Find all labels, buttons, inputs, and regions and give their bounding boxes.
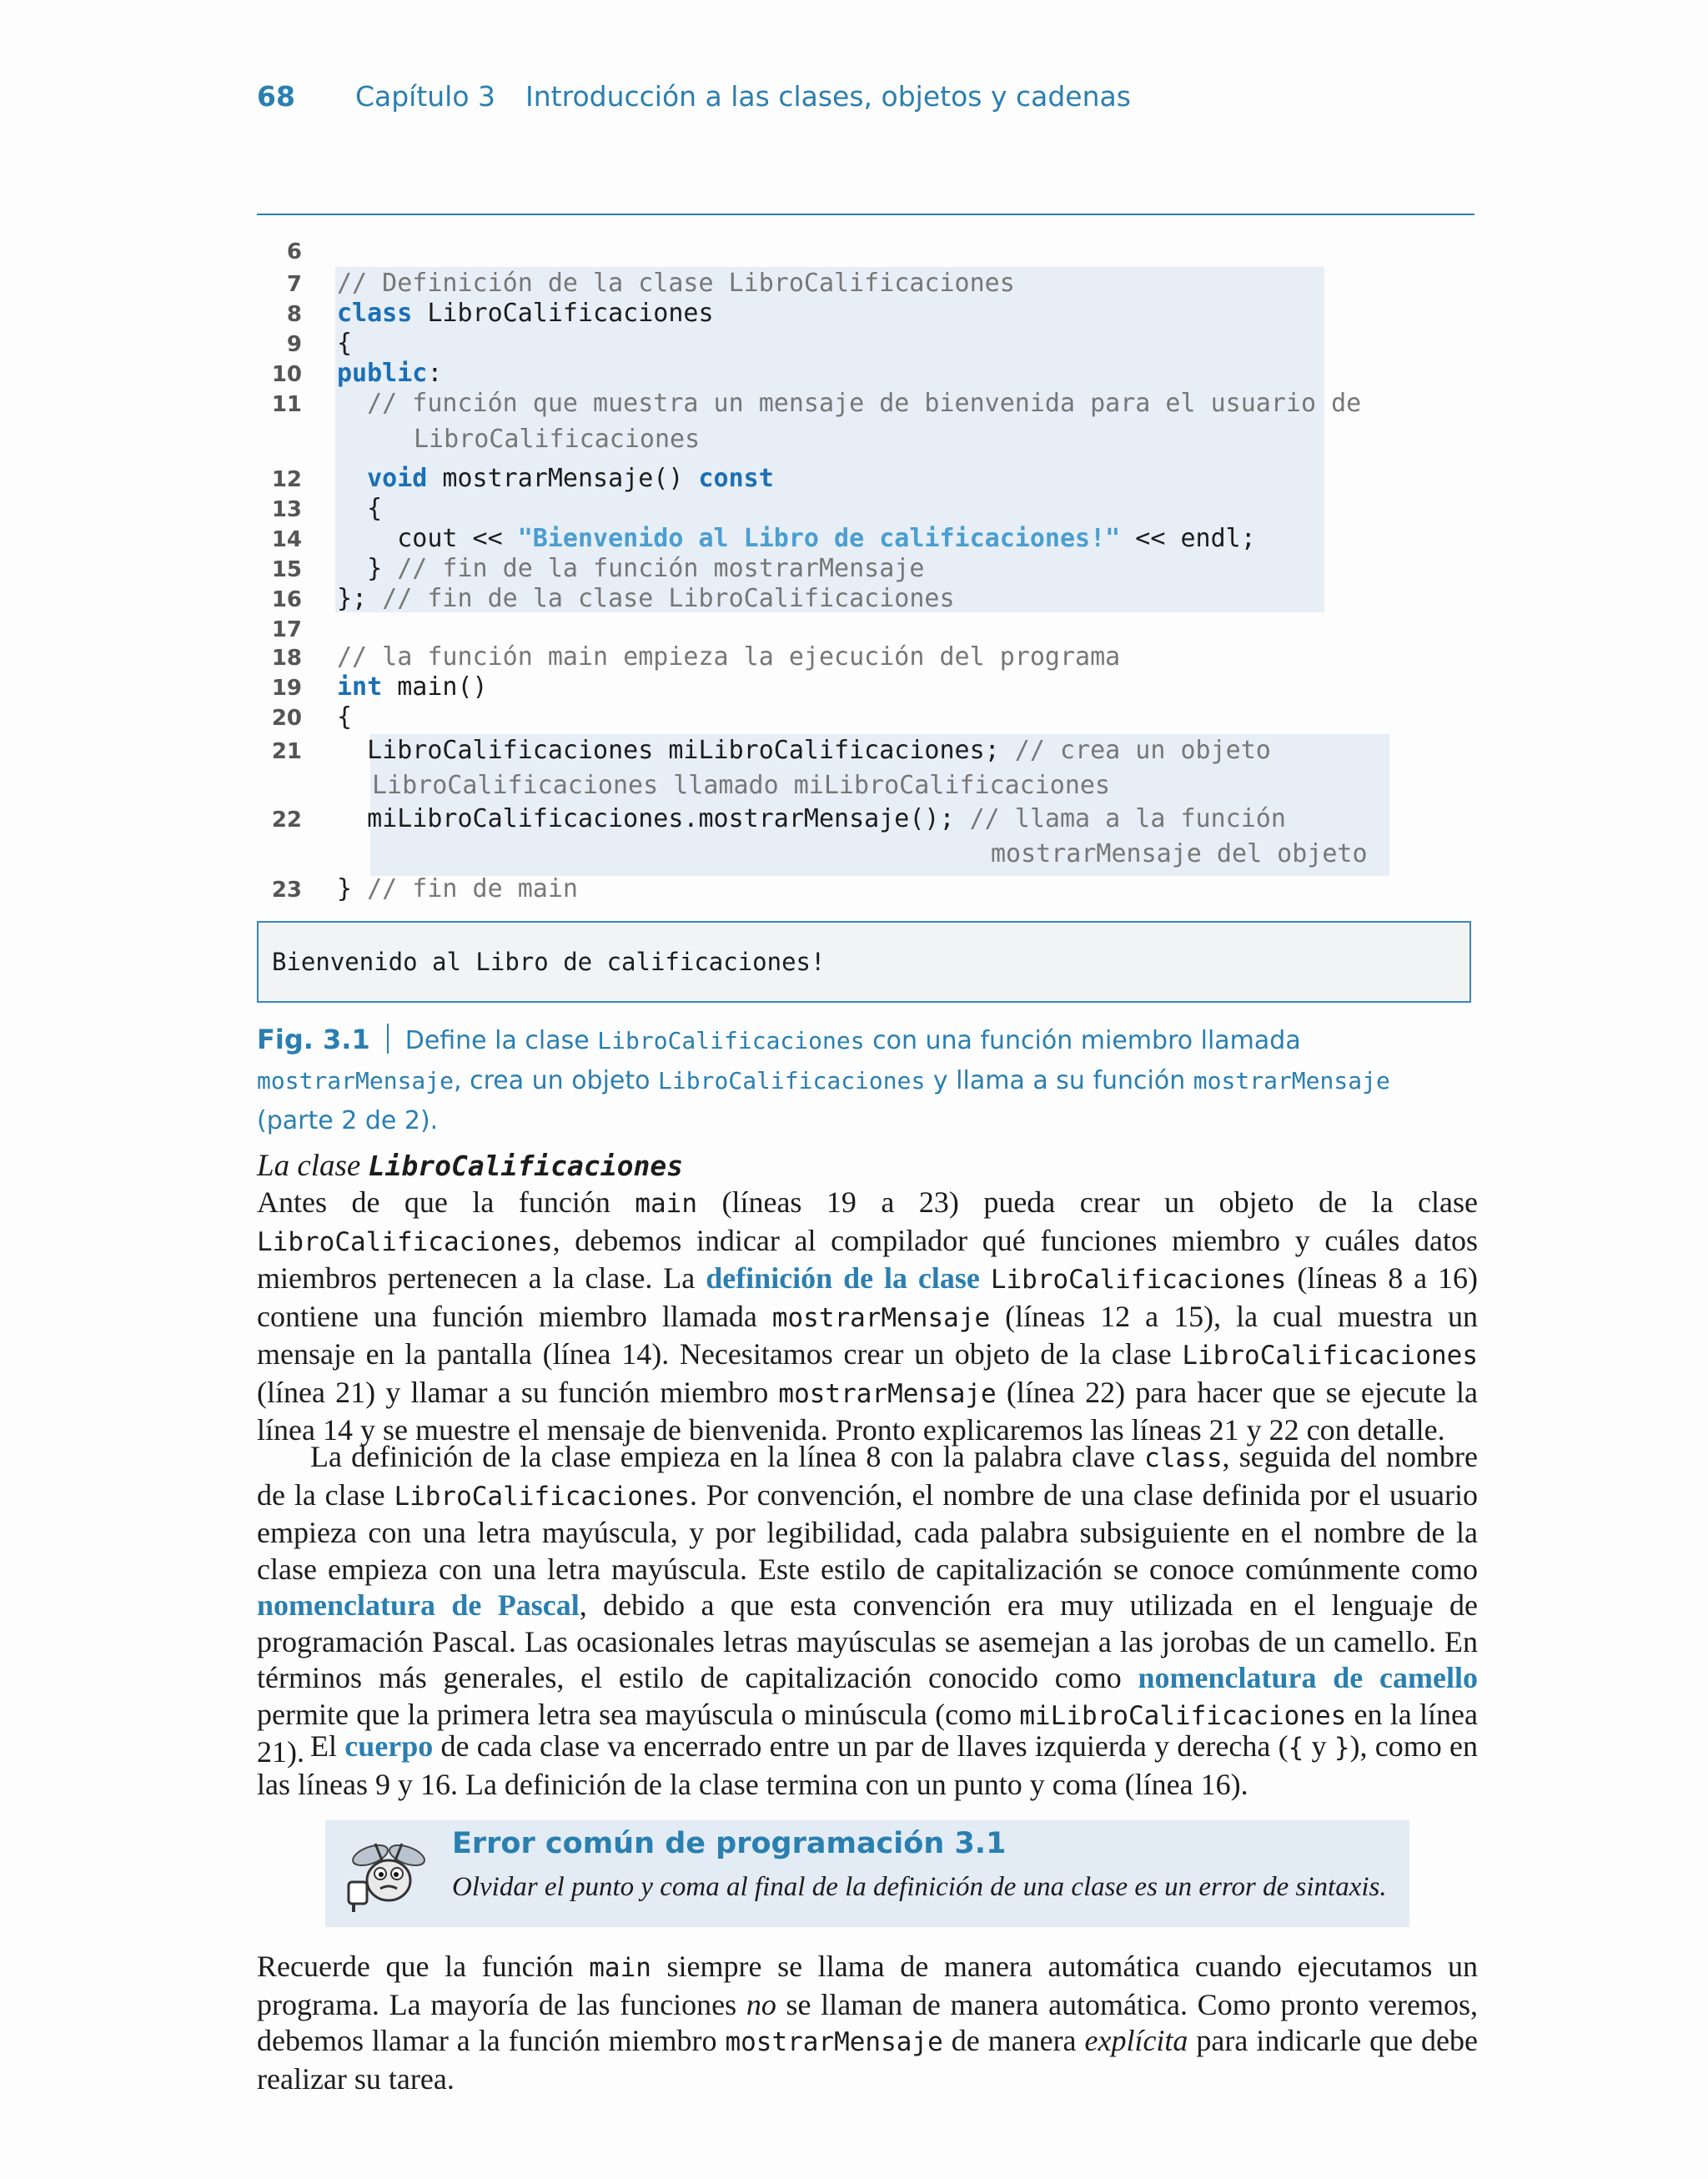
code-comment-continuation: LibroCalificaciones llamado miLibroCalificaciones [372, 771, 1111, 800]
code-line: 14 cout << "Bienvenido al Libro de calificaciones!" << endl; [271, 524, 1256, 553]
error-box-text: Olvidar el punto y coma al final de la definición de una clase es un error de sintaxis. [452, 1872, 1387, 1902]
code-line: 7 // Definición de la clase LibroCalificaciones [286, 269, 1015, 298]
figure-caption: Fig. 3.1 Define la clase LibroCalificaciones con una función miembro llamada mostrarMensaje, crea un objeto LibroCalificaciones y llama a su función mostrarMensaje (parte 2 de 2). [257, 1024, 1390, 1135]
code-comment-continuation: mostrarMensaje del objeto [991, 839, 1368, 868]
paragraph: El cuerpo de cada clase va encerrado entre un par de llaves izquierda y derecha ({ y }), como en las líneas 9 y 16. La definición de la clase termina con un punto y coma (línea 16). [257, 1729, 1479, 1801]
code-line: 11 // función que muestra un mensaje de bienvenida para el usuario de [271, 389, 1362, 418]
code-line: 21 LibroCalificaciones miLibroCalificaciones; // crea un objeto [271, 736, 1271, 765]
bug-thumbs-down-icon [342, 1834, 435, 1918]
page-number: 68 [257, 80, 295, 113]
code-line: 10 public: [271, 359, 443, 388]
program-output-text: Bienvenido al Libro de calificaciones! [272, 948, 826, 976]
code-line: 16 }; // fin de la clase LibroCalificaciones [271, 584, 955, 613]
chapter-title: Introducción a las clases, objetos y cadenas [525, 80, 1131, 113]
running-header [257, 80, 1131, 113]
chapter-label: Capítulo 3 [354, 80, 496, 113]
caption-divider [387, 1024, 389, 1054]
top-rule [257, 214, 1474, 215]
code-line: 20 { [271, 702, 353, 732]
code-line: 13 { [271, 494, 383, 523]
section-heading: La clase LibroCalificaciones [257, 1149, 684, 1183]
code-line: 19 int main() [271, 672, 488, 702]
code-line: 6 [286, 239, 302, 264]
code-line: 12 void mostrarMensaje() const [271, 464, 774, 493]
code-line: 17 [271, 617, 302, 642]
code-line: 23 } // fin de main [271, 874, 578, 903]
paragraph: Antes de que la función main (líneas 19 a 23) pueda crear un objeto de la clase LibroCalificaciones, debemos indicar al compilador qué funciones miembro y cuáles datos miembros pertenecen a la clase. La definición de la clase LibroCalificaciones (líneas 8 a 16) contiene una función miembro llamada mostrarMensaje (líneas 12 a 15), la cual muestra un mensaje en la pantalla (línea 14). Necesitamos crear un objeto de la clase LibroCalificaciones (línea 21) y llamar a su función miembro mostrarMensaje (línea 22) para hacer que se ejecute la línea 14 y se muestre el mensaje de bienvenida. Pronto explicaremos las líneas 21 y 22 con detalle. [257, 1185, 1478, 1447]
error-box-title: Error común de programación 3.1 [452, 1827, 1007, 1860]
paragraph: Recuerde que la función main siempre se llama de manera automática cuando ejecutamos un programa. La mayoría de las funciones no se llaman de manera automática. Como pronto veremos, debemos llamar a la función miembro mostrarMensaje de manera explícita para indicarle que debe realizar su tarea. [257, 1950, 1479, 2096]
code-line: 8 class LibroCalificaciones [286, 299, 714, 328]
code-line: 22 miLibroCalificaciones.mostrarMensaje(); // llama a la función [271, 804, 1286, 833]
figure-label: Fig. 3.1 [257, 1024, 370, 1055]
code-line: 9 { [286, 329, 353, 358]
code-line: 15 } // fin de la función mostrarMensaje [271, 554, 925, 583]
code-line: 18 // la función main empieza la ejecución del programa [271, 642, 1121, 672]
paragraph: La definición de la clase empieza en la línea 8 con la palabra clave class, seguida del nombre de la clase LibroCalificaciones. Por convención, el nombre de una clase definida por el usuario empieza con una letra mayúscula, y por legibilidad, cada palabra subsiguiente en el nombre de la clase empieza con una letra mayúscula. Este estilo de capitalización se conoce comúnmente como nomenclatura de Pascal, debido a que esta convención era muy utilizada en el lenguaje de programación Pascal. Las ocasionales letras mayúsculas se asemejan a las jorobas de un camello. En términos más generales, el estilo de capitalización conocido como nomenclatura de camello permite que la primera letra sea mayúscula o minúscula (como miLibroCalificaciones en la línea 21). [257, 1440, 1479, 1769]
code-comment-continuation: LibroCalificaciones [414, 425, 701, 454]
program-output-box [257, 921, 1471, 1003]
common-error-box [325, 1820, 1409, 1927]
